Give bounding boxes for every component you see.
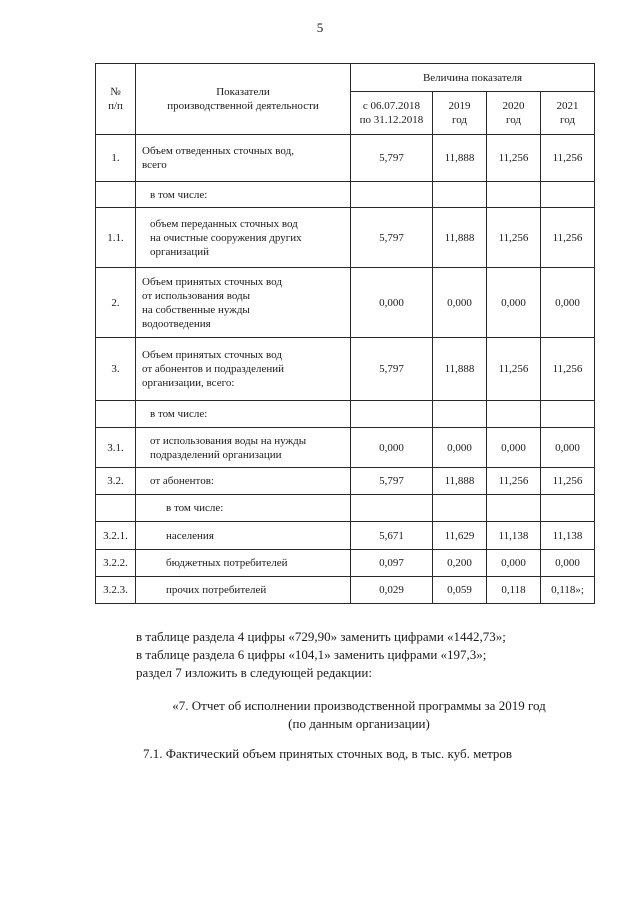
row-value: 0,000 — [541, 550, 595, 577]
row-value: 11,888 — [433, 135, 487, 182]
header-num: № п/п — [96, 64, 136, 135]
row-value — [541, 182, 595, 208]
row-indicator-name: населения — [136, 522, 351, 550]
row-value: 11,888 — [433, 468, 487, 495]
table-row — [96, 268, 595, 338]
header-value-group: Величина показателя — [351, 64, 595, 92]
row-value: 0,000 — [351, 268, 433, 338]
row-value: 5,797 — [351, 208, 433, 268]
row-number: 3.1. — [96, 428, 136, 468]
table-row — [96, 182, 595, 208]
row-value: 0,118 — [487, 577, 541, 604]
row-value — [487, 182, 541, 208]
row-value: 11,138 — [487, 522, 541, 550]
table-row — [96, 401, 595, 428]
row-value: 11,256 — [487, 208, 541, 268]
header-period: 2021 год — [541, 92, 595, 135]
row-number: 1. — [96, 135, 136, 182]
indicators-table — [95, 63, 595, 604]
row-value: 11,138 — [541, 522, 595, 550]
row-number — [96, 495, 136, 522]
row-indicator-name: Объем принятых сточных вод от использования воды на собственные нужды водоотведения — [136, 268, 351, 338]
row-indicator-name: бюджетных потребителей — [136, 550, 351, 577]
row-value: 0,029 — [351, 577, 433, 604]
row-value — [487, 495, 541, 522]
row-value: 11,256 — [541, 468, 595, 495]
row-value: 0,000 — [433, 428, 487, 468]
row-indicator-name: в том числе: — [136, 182, 351, 208]
header-period: 2020 год — [487, 92, 541, 135]
row-number: 1.1. — [96, 208, 136, 268]
row-value — [541, 495, 595, 522]
row-number — [96, 182, 136, 208]
table-row — [96, 208, 595, 268]
amendment-line: в таблице раздела 4 цифры «729,90» заменить цифрами «1442,73»; — [136, 629, 506, 644]
table-row — [96, 428, 595, 468]
row-value: 5,797 — [351, 135, 433, 182]
table-row — [96, 338, 595, 401]
amendments — [136, 628, 606, 682]
table-row — [96, 468, 595, 495]
table-row — [96, 522, 595, 550]
row-value — [351, 495, 433, 522]
row-value: 11,256 — [487, 468, 541, 495]
row-value: 11,888 — [433, 208, 487, 268]
row-value: 5,671 — [351, 522, 433, 550]
row-value: 0,000 — [433, 268, 487, 338]
row-value: 11,256 — [487, 135, 541, 182]
row-indicator-name: от абонентов: — [136, 468, 351, 495]
row-value: 11,256 — [541, 135, 595, 182]
row-value: 11,256 — [487, 338, 541, 401]
row-value: 5,797 — [351, 468, 433, 495]
row-value — [541, 401, 595, 428]
row-value: 0,000 — [351, 428, 433, 468]
row-indicator-name: Объем принятых сточных вод от абонентов и подразделений организации, всего: — [136, 338, 351, 401]
row-value — [351, 182, 433, 208]
header-indicator: Показатели производственной деятельности — [136, 64, 351, 135]
amendment-line: раздел 7 изложить в следующей редакции: — [136, 665, 372, 680]
row-value — [433, 401, 487, 428]
table-row — [96, 135, 595, 182]
row-number: 3. — [96, 338, 136, 401]
row-number: 3.2.3. — [96, 577, 136, 604]
row-indicator-name: объем переданных сточных вод на очистные сооружения других организаций — [136, 208, 351, 268]
row-value: 5,797 — [351, 338, 433, 401]
header-period: с 06.07.2018 по 31.12.2018 — [351, 92, 433, 135]
row-value: 0,000 — [487, 550, 541, 577]
row-value: 11,256 — [541, 338, 595, 401]
row-value: 0,097 — [351, 550, 433, 577]
row-value — [433, 182, 487, 208]
row-indicator-name: от использования воды на нужды подразделений организации — [136, 428, 351, 468]
row-value — [433, 495, 487, 522]
table-row — [96, 550, 595, 577]
row-value: 0,000 — [541, 428, 595, 468]
amendment-line: в таблице раздела 6 цифры «104,1» заменить цифрами «197,3»; — [136, 647, 487, 662]
row-value: 0,000 — [487, 268, 541, 338]
row-number: 3.2.2. — [96, 550, 136, 577]
page-number: 5 — [316, 20, 324, 35]
row-indicator-name: в том числе: — [136, 401, 351, 428]
table-row — [96, 577, 595, 604]
row-value — [487, 401, 541, 428]
subsection-title: 7.1. Фактический объем принятых сточных вод, в тыс. куб. метров — [143, 746, 513, 761]
row-value: 11,629 — [433, 522, 487, 550]
row-number — [96, 401, 136, 428]
row-value: 11,256 — [541, 208, 595, 268]
row-indicator-name: прочих потребителей — [136, 577, 351, 604]
header-period: 2019 год — [433, 92, 487, 135]
row-indicator-name: в том числе: — [136, 495, 351, 522]
section-title: «7. Отчет об исполнении производственной программы за 2019 год (по данным организации) — [172, 698, 546, 731]
row-value — [351, 401, 433, 428]
row-indicator-name: Объем отведенных сточных вод, всего — [136, 135, 351, 182]
row-value: 0,118»; — [541, 577, 595, 604]
row-number: 3.2.1. — [96, 522, 136, 550]
row-value: 0,000 — [487, 428, 541, 468]
table-row — [96, 495, 595, 522]
row-number: 3.2. — [96, 468, 136, 495]
row-value: 0,000 — [541, 268, 595, 338]
row-value: 0,059 — [433, 577, 487, 604]
row-value: 11,888 — [433, 338, 487, 401]
row-number: 2. — [96, 268, 136, 338]
row-value: 0,200 — [433, 550, 487, 577]
